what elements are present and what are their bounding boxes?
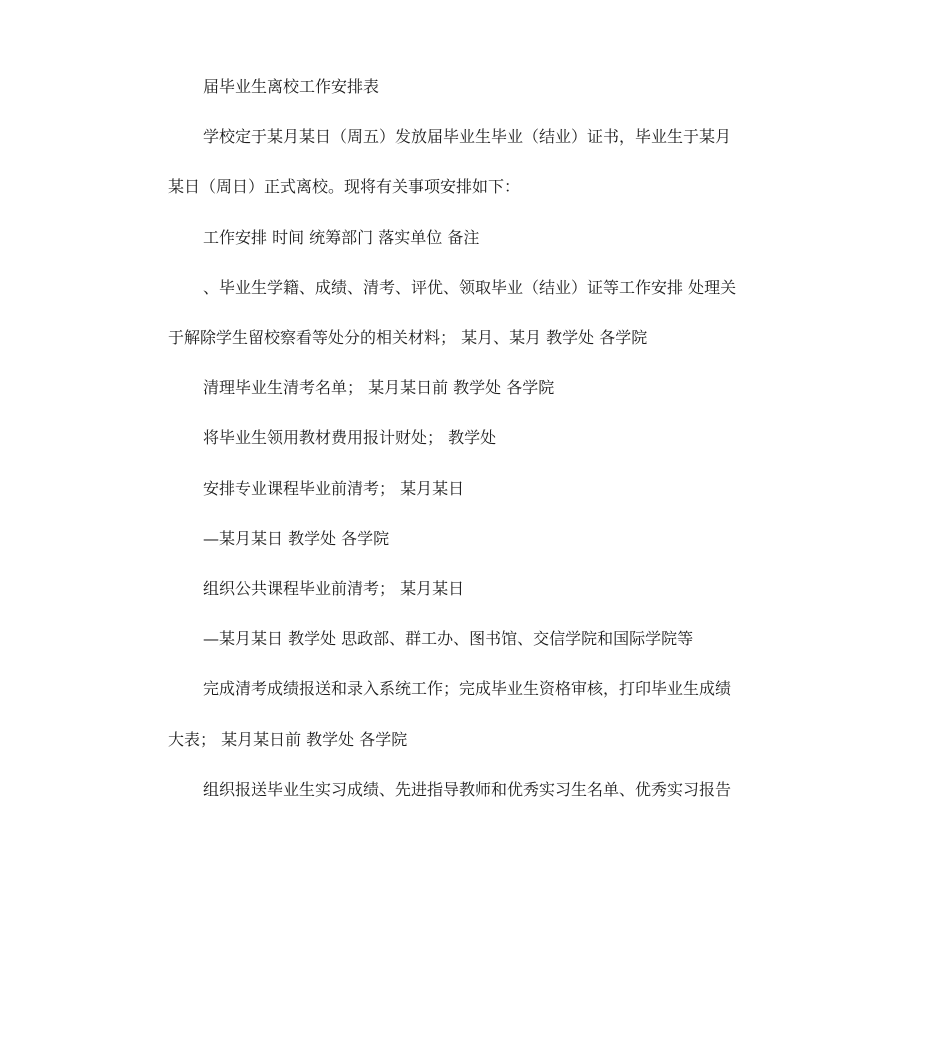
intro-paragraph-continuation	[168, 162, 788, 212]
list-item: 清理毕业生清考名单； 某月某日前 教学处 各学院	[203, 378, 555, 398]
list-item: —某月某日 教学处 思政部、群工办、图书馆、交信学院和国际学院等	[203, 629, 694, 649]
list-item-continuation: 大表； 某月某日前 教学处 各学院	[168, 729, 408, 749]
list-item: 组织公共课程毕业前清考； 某月某日	[203, 579, 465, 599]
list-item: 组织报送毕业生实习成绩、先进指导教师和优秀实习生名单、优秀实习报告	[203, 779, 732, 799]
list-item-continuation: 于解除学生留校察看等处分的相关材料； 某月、某月 教学处 各学院	[168, 328, 648, 348]
list-item: 将毕业生领用教材费用报计财处； 教学处	[203, 428, 497, 448]
document-body	[168, 62, 788, 815]
list-item: 完成清考成绩报送和录入系统工作；完成毕业生资格审核，打印毕业生成绩	[203, 679, 732, 699]
document-title: 届毕业生离校工作安排表	[203, 77, 380, 96]
intro-line-1: 学校定于某月某日（周五）发放届毕业生毕业（结业）证书，毕业生于某月	[203, 127, 732, 147]
list-item: —某月某日 教学处 各学院	[203, 528, 390, 548]
intro-paragraph	[168, 112, 788, 162]
list-item: 、毕业生学籍、成绩、清考、评优、领取毕业（结业）证等工作安排 处理关	[203, 277, 737, 297]
list-item: 安排专业课程毕业前清考； 某月某日	[203, 478, 465, 498]
table-header: 工作安排 时间 统筹部门 落实单位 备注	[203, 227, 480, 247]
intro-line-2: 某日（周日）正式离校。现将有关事项安排如下：	[168, 177, 521, 197]
